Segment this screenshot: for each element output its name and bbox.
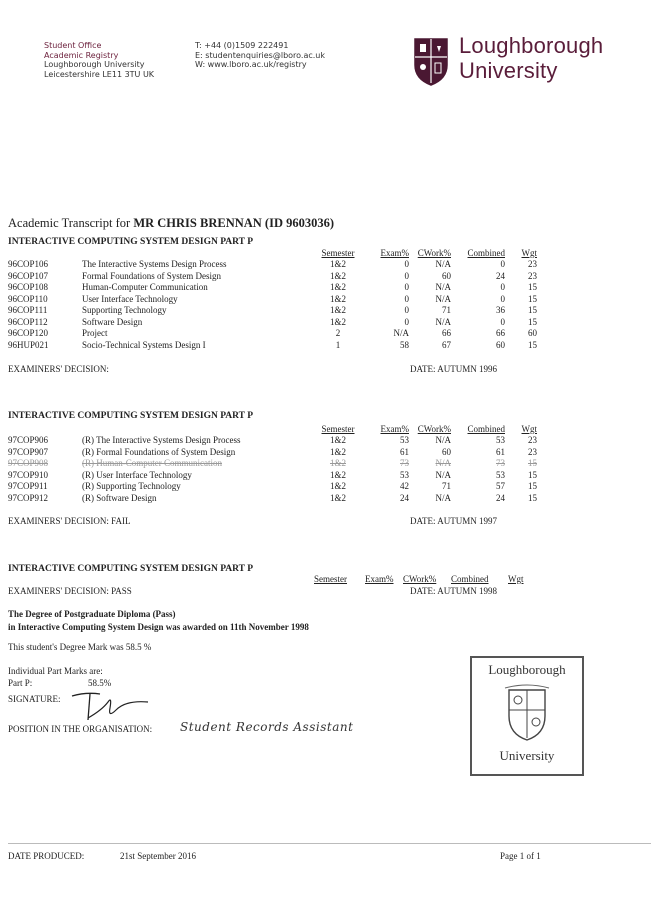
cwork: N/A	[435, 492, 451, 503]
cwork: N/A	[435, 458, 451, 468]
wgt: 15	[528, 293, 537, 304]
exam: 0	[404, 270, 409, 281]
part-marks	[8, 665, 111, 689]
semester: 1	[335, 339, 341, 350]
module-code: 97COP911	[8, 481, 48, 491]
exam: 24	[400, 492, 409, 503]
part-value: 58.5%	[88, 678, 112, 688]
exam: 53	[400, 469, 409, 480]
exam: 42	[400, 481, 409, 491]
examiners-decision: EXAMINERS' DECISION: PASS	[8, 586, 132, 596]
combined: 24	[496, 270, 505, 281]
wgt: 15	[528, 316, 537, 327]
semester: 1&2	[329, 446, 346, 457]
cwork: 71	[442, 305, 451, 315]
position-value: Student Records Assistant	[180, 720, 354, 734]
module-name: Human-Computer Communication	[82, 282, 208, 292]
wgt: 23	[528, 446, 537, 457]
semester: 1&2	[329, 259, 346, 269]
module-code: 96COP120	[8, 328, 49, 338]
module-code: 96HUP021	[8, 339, 49, 350]
exam: 61	[400, 446, 409, 457]
semester: 1&2	[329, 492, 346, 503]
cwork: N/A	[435, 293, 451, 304]
exam: N/A	[393, 328, 409, 338]
table-row	[8, 435, 537, 447]
exam: 58	[400, 339, 409, 350]
examiners-decision: EXAMINERS' DECISION:	[8, 364, 109, 374]
combined: 0	[500, 316, 505, 327]
university-stamp	[470, 656, 584, 776]
exam: 0	[404, 293, 409, 304]
col-semester: Semester	[321, 424, 355, 434]
exam: 0	[404, 316, 409, 327]
table-row	[8, 470, 537, 482]
signature-icon	[66, 688, 152, 728]
part-marks-label: Individual Part Marks are:	[8, 666, 103, 676]
date-produced-label: DATE PRODUCED:	[8, 851, 85, 861]
col-wgt: Wgt	[521, 248, 537, 258]
module-code: 97COP906	[8, 435, 49, 445]
cwork: N/A	[435, 316, 451, 327]
combined: 61	[496, 446, 505, 457]
cwork: N/A	[435, 435, 451, 445]
logo-text-line: University	[459, 58, 558, 83]
col-combined: Combined	[467, 248, 505, 258]
examiners-decision: EXAMINERS' DECISION: FAIL	[8, 516, 131, 526]
wgt: 15	[528, 481, 537, 491]
wgt: 15	[528, 339, 537, 350]
wgt: 23	[528, 435, 537, 445]
contact-email: E: studentenquiries@lboro.ac.uk	[195, 50, 325, 60]
table-row	[8, 481, 537, 493]
decision-date: DATE: AUTUMN 1996	[410, 364, 497, 374]
combined: 66	[496, 328, 505, 338]
semester: 1&2	[329, 481, 346, 491]
wgt: 60	[528, 328, 537, 338]
module-name: User Interface Technology	[82, 293, 178, 304]
table-row	[8, 294, 537, 306]
col-exam: Exam%	[380, 248, 409, 258]
award-statement	[8, 608, 309, 633]
contact-web: W: www.lboro.ac.uk/registry	[195, 60, 307, 70]
combined: 0	[500, 259, 505, 269]
semester: 1&2	[329, 469, 346, 480]
semester: 1&2	[329, 305, 346, 315]
signature-label: SIGNATURE:	[8, 694, 61, 704]
page-number: Page 1 of 1	[500, 851, 541, 861]
cwork: 66	[442, 328, 451, 338]
logo-text-line: Loughborough	[459, 33, 604, 58]
cwork: 60	[442, 270, 451, 281]
module-name: Supporting Technology	[82, 305, 167, 315]
award-line: The Degree of Postgraduate Diploma (Pass)	[8, 609, 176, 619]
section-title: INTERACTIVE COMPUTING SYSTEM DESIGN PART P	[8, 237, 254, 247]
module-code: 97COP910	[8, 469, 49, 480]
module-code: 96COP106	[8, 259, 49, 269]
table-row	[8, 340, 537, 352]
part-label: Part P:	[8, 678, 33, 688]
address-line: Loughborough University	[44, 60, 145, 70]
col-cwork: CWork%	[403, 574, 437, 584]
combined: 53	[496, 469, 505, 480]
module-code: 96COP107	[8, 270, 49, 281]
cwork: N/A	[435, 469, 451, 480]
grades-table-1997	[8, 423, 537, 504]
table-header-row	[8, 247, 537, 259]
wgt: 23	[528, 270, 537, 281]
col-wgt: Wgt	[521, 424, 537, 434]
semester: 1&2	[329, 458, 346, 468]
exam: 0	[404, 259, 409, 269]
col-combined: Combined	[467, 424, 505, 434]
combined: 60	[496, 339, 505, 350]
semester: 1&2	[329, 293, 346, 304]
col-cwork: CWork%	[417, 248, 451, 258]
semester: 1&2	[329, 282, 346, 292]
cwork: N/A	[435, 282, 451, 292]
exam: 53	[400, 435, 409, 445]
module-code: 96COP112	[8, 316, 48, 327]
section-title: INTERACTIVE COMPUTING SYSTEM DESIGN PART P	[8, 411, 254, 421]
col-semester: Semester	[314, 574, 347, 584]
exam: 0	[404, 305, 409, 315]
footer-divider	[8, 843, 651, 844]
module-name: The Interactive Systems Design Process	[82, 259, 227, 269]
col-exam: Exam%	[380, 424, 409, 434]
university-logo-text	[459, 33, 603, 83]
module-name: (R) Formal Foundations of System Design	[82, 446, 236, 457]
table-header-row	[8, 423, 537, 435]
wgt: 15	[528, 305, 537, 315]
table-row	[8, 259, 537, 271]
section-title: INTERACTIVE COMPUTING SYSTEM DESIGN PART P	[8, 564, 254, 574]
address-line: Academic Registry	[44, 50, 119, 60]
module-name: (R) The Interactive Systems Design Process	[82, 435, 241, 445]
degree-mark: This student's Degree Mark was 58.5 %	[8, 642, 152, 652]
contact-phone: T: +44 (0)1509 222491	[195, 41, 289, 50]
col-semester: Semester	[321, 248, 355, 258]
university-crest-icon	[413, 37, 449, 87]
table-row	[8, 271, 537, 283]
module-code: 97COP912	[8, 492, 49, 503]
module-code: 96COP111	[8, 305, 48, 315]
position-label: POSITION IN THE ORGANISATION:	[8, 724, 153, 734]
stamp-text-bottom: University	[499, 748, 555, 763]
module-name: Socio-Technical Systems Design I	[82, 339, 206, 350]
module-code: 96COP110	[8, 293, 48, 304]
cwork: 71	[442, 481, 451, 491]
module-name: (R) User Interface Technology	[82, 469, 192, 480]
registry-address	[44, 41, 154, 79]
module-name: Project	[82, 328, 108, 338]
grades-table-1996	[8, 247, 537, 351]
table-row	[8, 305, 537, 317]
col-exam: Exam%	[365, 574, 394, 584]
address-line: Student Office	[44, 41, 102, 50]
decision-date: DATE: AUTUMN 1997	[410, 516, 497, 526]
cwork: 60	[442, 446, 451, 457]
wgt: 15	[528, 458, 537, 468]
registry-contact	[195, 41, 325, 70]
date-produced-value: 21st September 2016	[120, 851, 196, 861]
module-code: 97COP908	[8, 458, 49, 468]
title-prefix: Academic Transcript for	[8, 216, 134, 230]
table-row	[8, 328, 537, 340]
col-wgt: Wgt	[508, 574, 524, 584]
decision-date: DATE: AUTUMN 1998	[410, 586, 497, 596]
semester: 1&2	[329, 316, 346, 327]
table-row	[8, 282, 537, 294]
wgt: 23	[528, 259, 537, 269]
combined: 57	[496, 481, 505, 491]
cwork: N/A	[435, 259, 451, 269]
combined: 24	[496, 492, 505, 503]
table-row	[8, 493, 537, 505]
wgt: 15	[528, 282, 537, 292]
wgt: 15	[528, 492, 537, 503]
wgt: 15	[528, 469, 537, 480]
combined: 73	[496, 458, 505, 468]
table-row	[8, 447, 537, 459]
combined: 53	[496, 435, 505, 445]
table-row-struck	[8, 458, 537, 470]
combined: 36	[496, 305, 505, 315]
combined: 0	[500, 293, 505, 304]
stamp-text-top: Loughborough	[488, 662, 566, 677]
student-name: MR CHRIS BRENNAN (ID 9603036)	[133, 216, 335, 230]
cwork: 67	[442, 339, 451, 350]
address-line: Leicestershire LE11 3TU UK	[44, 69, 155, 79]
semester: 1&2	[329, 435, 346, 445]
module-name: (R) Human-Computer Communication	[82, 458, 222, 468]
module-name: Formal Foundations of System Design	[82, 270, 221, 281]
module-code: 96COP108	[8, 282, 49, 292]
col-combined: Combined	[451, 574, 489, 584]
stamp-crest-icon	[503, 684, 551, 744]
table-row	[8, 317, 537, 329]
module-name: Software Design	[82, 316, 143, 327]
transcript-title	[8, 216, 334, 231]
combined: 0	[500, 282, 505, 292]
award-line: in Interactive Computing System Design was awarded on 11th November 1998	[8, 621, 309, 632]
exam: 0	[404, 282, 409, 292]
exam: 73	[400, 458, 409, 468]
module-code: 97COP907	[8, 446, 49, 457]
semester: 1&2	[329, 270, 346, 281]
col-cwork: CWork%	[417, 424, 451, 434]
module-name: (R) Supporting Technology	[82, 481, 181, 491]
module-name: (R) Software Design	[82, 492, 157, 503]
semester: 2	[335, 328, 341, 338]
